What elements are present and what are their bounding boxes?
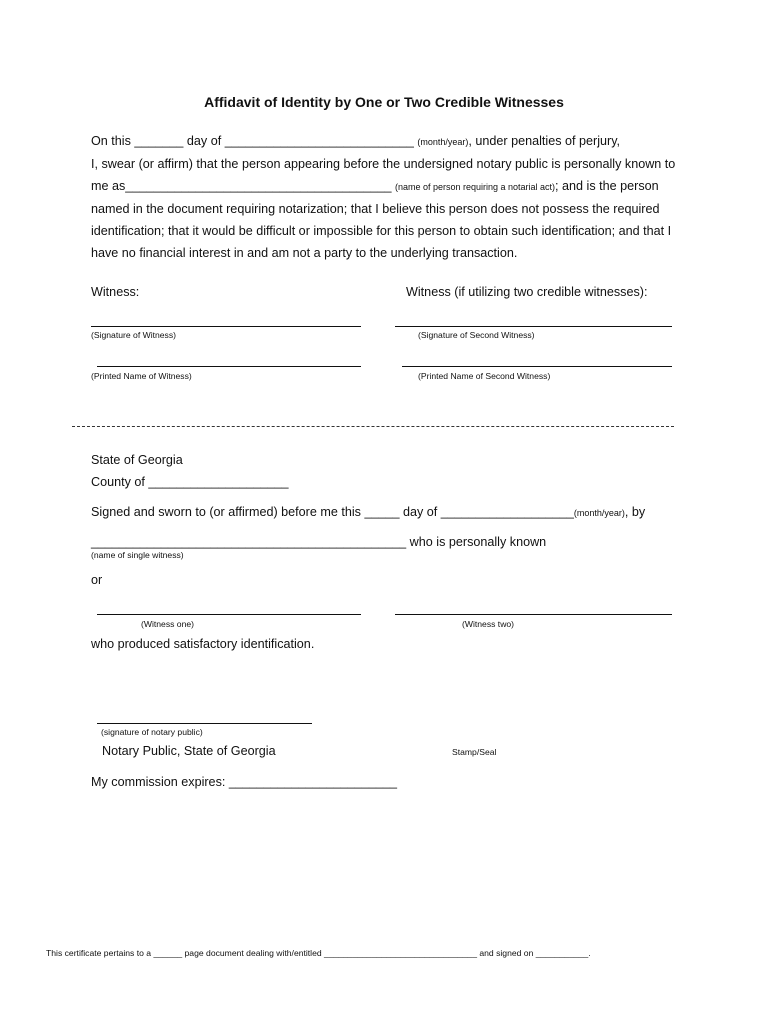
- witness-two-caption: (Witness two): [462, 619, 515, 629]
- witness-signature-line[interactable]: [91, 326, 361, 327]
- sworn-text-b: , by: [624, 505, 646, 519]
- paragraph-line-2: I, swear (or affirm) that the person appearing before the undersigned notary public is personally known to: [91, 157, 676, 171]
- paragraph-line-5: identification; that it would be difficult or impossible for this person to obtain such identification; and that I: [91, 224, 672, 238]
- witness-one-caption: (Witness one): [141, 619, 195, 629]
- document-title: Affidavit of Identity by One or Two Credible Witnesses: [204, 94, 564, 110]
- stamp-seal-label: Stamp/Seal: [452, 747, 497, 757]
- paragraph-line-6: have no financial interest in and am not a party to the underlying transaction.: [91, 246, 518, 260]
- second-witness-printed-name-caption: (Printed Name of Second Witness): [418, 371, 551, 381]
- line3-text-b: ; and is the person: [555, 179, 659, 193]
- witness-printed-name-caption: (Printed Name of Witness): [91, 371, 192, 381]
- county-text: County of ____________________: [91, 475, 289, 489]
- certificate-footer: This certificate pertains to a ______ page document dealing with/entitled ________________________________ and signed on ___________.: [46, 948, 591, 958]
- section-divider: [72, 426, 674, 427]
- line1-text-a: On this _______ day of ___________________________: [91, 134, 414, 148]
- or-text: or: [91, 573, 103, 587]
- witness-two-line[interactable]: [395, 614, 672, 615]
- second-witness-signature-line[interactable]: [395, 326, 672, 327]
- month-year-note: (month/year): [417, 137, 469, 147]
- notary-signature-caption: (signature of notary public): [101, 727, 203, 737]
- personally-known-line: _____________________________________________ who is personally known: [91, 535, 547, 549]
- second-witness-label: Witness (if utilizing two credible witnesses):: [406, 285, 648, 299]
- sworn-line: [91, 505, 645, 519]
- line1-text-b: , under penalties of perjury,: [468, 134, 621, 148]
- single-witness-caption: (name of single witness): [91, 550, 184, 560]
- notarial-act-note: (name of person requiring a notarial act): [394, 182, 556, 192]
- second-witness-signature-caption: (Signature of Second Witness): [418, 330, 535, 340]
- sworn-month-year-note: (month/year): [573, 508, 625, 518]
- witness-printed-name-line[interactable]: [97, 366, 361, 367]
- notary-signature-line[interactable]: [97, 723, 312, 724]
- sworn-text-a: Signed and sworn to (or affirmed) before me this _____ day of ___________________: [91, 505, 574, 519]
- notary-public-text: Notary Public, State of Georgia: [102, 744, 276, 758]
- witness-signature-caption: (Signature of Witness): [91, 330, 177, 340]
- line3-text-a: me as______________________________________: [91, 179, 392, 193]
- second-witness-printed-name-line[interactable]: [402, 366, 672, 367]
- paragraph-line-4: named in the document requiring notarization; that I believe this person does not possess the required: [91, 202, 660, 216]
- witness-label: Witness:: [91, 285, 140, 299]
- commission-expires-text: My commission expires: ________________________: [91, 775, 397, 789]
- witness-one-line[interactable]: [97, 614, 361, 615]
- paragraph-line-3: [91, 179, 659, 193]
- state-text: State of Georgia: [91, 453, 183, 467]
- paragraph-line-1: [91, 134, 620, 148]
- produced-identification-text: who produced satisfactory identification.: [91, 637, 315, 651]
